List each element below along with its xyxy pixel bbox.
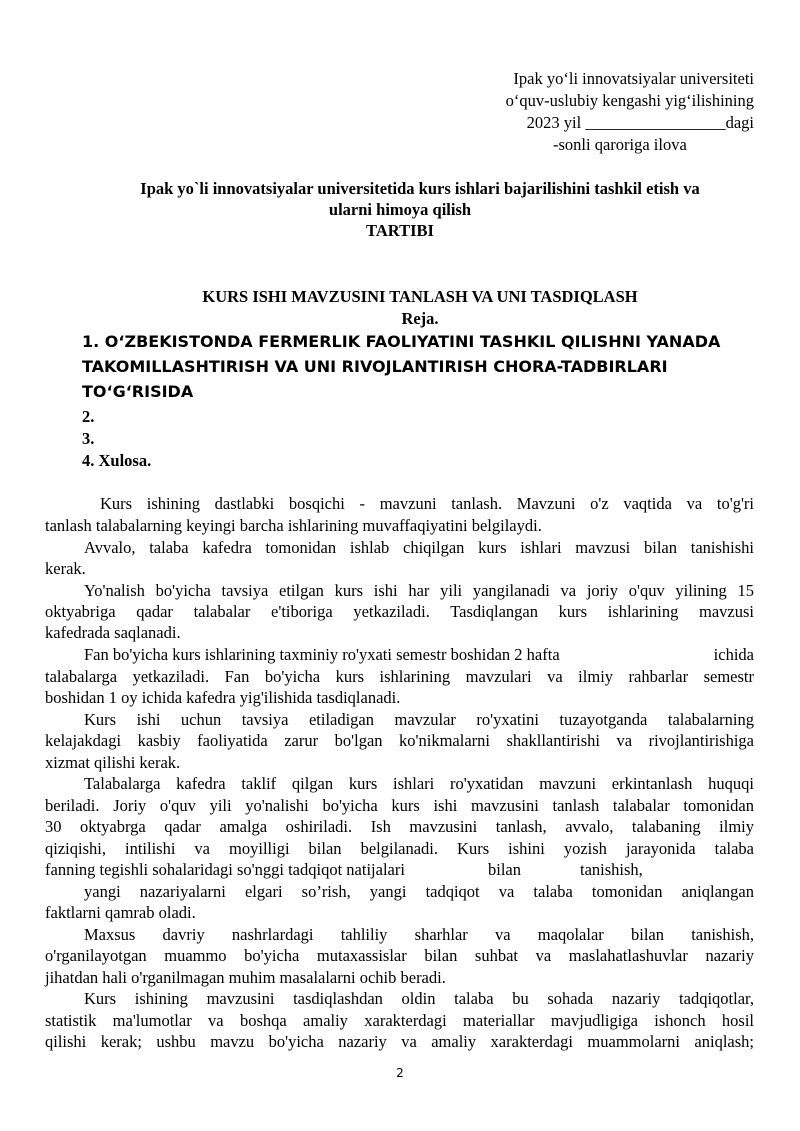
approval-line-1: Ipak yo‘li innovatsiyalar universiteti xyxy=(513,69,754,88)
body-line: Yo'nalish bo'yicha tavsiya etilgan kurs ishi har yili yangilanadi va joriy o'quv yilining 15 xyxy=(84,581,754,600)
body-line: Talabalarga kafedra taklif qilgan kurs ishlari ro'yxatidan mavzuni erkintanlash huquqi xyxy=(84,774,754,793)
plan-item-2: 2. xyxy=(82,407,95,426)
plan-item-3: 3. xyxy=(82,429,95,448)
body-line: faktlarni qamrab oladi. xyxy=(45,903,196,922)
document-title-line-1: Ipak yo`li innovatsiyalar universitetida kurs ishlari bajarilishini tashkil etish va xyxy=(140,179,700,198)
plan-item-1-line-2: TAKOMILLASHTIRISH VA UNI RIVOJLANTIRISH CHORA-TADBIRLARI xyxy=(82,357,668,376)
body-line: oktyabriga qadar talabalar e'tiboriga yetkaziladi. Tasdiqlangan kurs ishlarining mavzusi xyxy=(45,602,754,621)
body-line: boshidan 1 oy ichida kafedra yig'ilishida tasdiqlanadi. xyxy=(45,688,401,707)
document-title-line-2: ularni himoya qilish xyxy=(328,200,472,219)
body-line: Avvalo, talaba kafedra tomonidan ishlab chiqilgan kurs ishlari mavzusi bilan tanishishi xyxy=(84,538,754,557)
body-line: qilishi kerak; ushbu mavzu bo'yicha nazariy va amaliy xarakterdagi muammolarni aniqlash; xyxy=(45,1032,754,1051)
body-line: fanning tegishli sohalaridagi so'nggi tadqiqot natijalari xyxy=(45,860,405,879)
body-line: o'rganilayotgan muammo bo'yicha mutaxassislar bilan suhbat va maslahatlashuvlar nazariy xyxy=(45,946,754,965)
section-heading: KURS ISHI MAVZUSINI TANLASH VA UNI TASDIQLASH xyxy=(202,287,638,306)
body-line: ichida xyxy=(713,645,754,664)
body-line: beriladi. Joriy o'quv yili yo'nalishi bo'yicha kurs ishi mavzusini tanlash talabalar tomonidan xyxy=(45,796,754,815)
body-line: Maxsus davriy nashrlardagi tahliliy sharhlar va maqolalar bilan tanishish, xyxy=(84,925,754,944)
body-line: talabalarga yetkaziladi. Fan bo'yicha kurs ishlarining mavzulari va ilmiy rahbarlar semestr xyxy=(45,667,754,686)
body-line: kerak. xyxy=(45,559,86,578)
approval-line-4: -sonli qaroriga ilova xyxy=(553,135,687,154)
body-line: kelajakdagi kasbiy faoliyatida zarur bo'lgan ko'nikmalarni shakllantirishi va rivojlantirishiga xyxy=(45,731,754,750)
approval-line-2: o‘quv-uslubiy kengashi yig‘ilishining xyxy=(505,91,754,110)
body-line: statistik ma'lumotlar va boshqa amaliy xarakterdagi materiallar mavjudligiga ishonch hosil xyxy=(45,1011,754,1030)
body-line: tanishish, xyxy=(580,860,643,879)
body-line: Fan bo'yicha kurs ishlarining taxminiy ro'yxati semestr boshidan 2 hafta xyxy=(84,645,560,664)
body-line: bilan xyxy=(488,860,521,879)
plan-item-4: 4. Xulosa. xyxy=(82,451,152,470)
plan-item-1-line-1: 1. O‘ZBEKISTONDA FERMERLIK FAOLIYATINI TASHKIL QILISHNI YANADA xyxy=(82,332,721,351)
body-line: kafedrada saqlanadi. xyxy=(45,623,181,642)
body-line: Kurs ishining dastlabki bosqichi - mavzuni tanlash. Mavzuni o'z vaqtida va to'g'ri xyxy=(100,494,754,513)
document-title-line-3: TARTIBI xyxy=(366,221,434,240)
body-line: jihatdan hali o'rganilmagan muhim masalalarni ochib beradi. xyxy=(45,968,446,987)
plan-label: Reja. xyxy=(401,309,439,328)
plan-item-1-line-3: TO‘G‘RISIDA xyxy=(82,382,194,401)
body-line: tanlash talabalarning keyingi barcha ishlarining muvaffaqiyatini belgilaydi. xyxy=(45,516,542,535)
body-line: Kurs ishi uchun tavsiya etiladigan mavzular ro'yxatini tuzayotganda talabalarning xyxy=(84,710,754,729)
body-line: 30 oktyabrga qadar amalga oshiriladi. Ish mavzusini tanlash, avvalo, talabaning ilmiy xyxy=(45,817,754,836)
body-line: Kurs ishining mavzusini tasdiqlashdan oldin talaba bu sohada nazariy tadqiqotlar, xyxy=(84,989,754,1008)
approval-line-3: 2023 yil _________________dagi xyxy=(526,113,754,132)
body-line: xizmat qilishi kerak. xyxy=(45,753,181,772)
body-line: yangi nazariyalarni elgari so’rish, yangi tadqiqot va talaba tomonidan aniqlangan xyxy=(84,882,754,901)
body-line: qiziqishi, intilishi va moyilligi bilan belgilanadi. Kurs ishini yozish jarayonida talaba xyxy=(45,839,754,858)
page-number: 2 xyxy=(396,1066,404,1080)
